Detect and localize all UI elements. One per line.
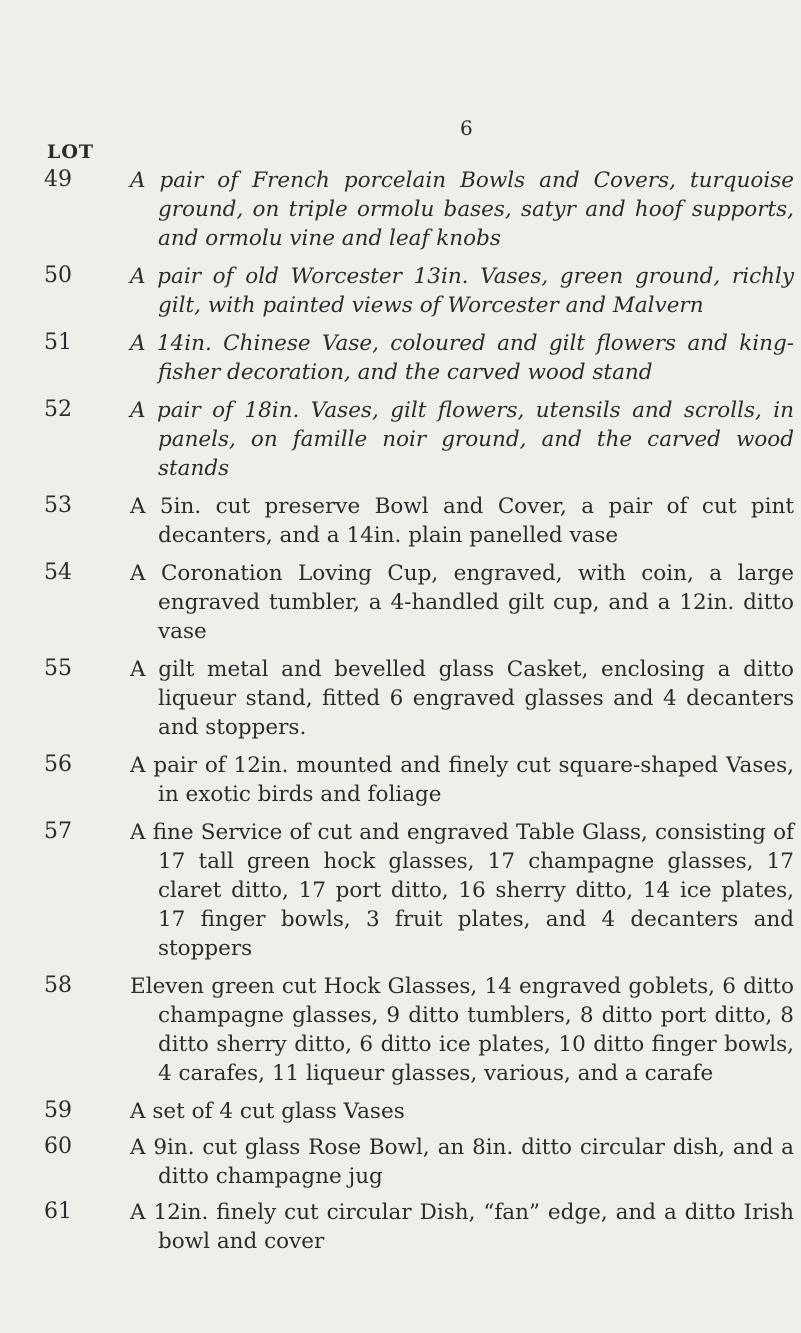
lot-number: 50 [44, 263, 72, 288]
lot-description: A pair of French porcelain Bowls and Covers, turquoise ground, on triple ormolu bases, satyr and hoof supports, and ormolu vine and leaf knobs [130, 168, 794, 251]
lot-entry [0, 1130, 801, 1191]
lot-description: A 5in. cut preserve Bowl and Cover, a pair of cut pint decanters, and a 14in. plain panelled vase [130, 494, 794, 548]
lot-entry [0, 1094, 801, 1126]
lot-entry [0, 393, 801, 483]
lot-entry [0, 259, 801, 320]
lot-description: A fine Service of cut and engraved Table Glass, consisting of 17 tall green hock glasses, 17 champagne glasses, 17 claret ditto, 17 port ditto, 16 sherry ditto, 14 ice plates, 17 finger bowls, 3 fruit plates, and 4 decanters and stoppers [130, 820, 794, 961]
lot-number: 56 [44, 752, 72, 777]
page-number: 6 [460, 116, 473, 140]
lot-description: A 14in. Chinese Vase, coloured and gilt flowers and king-fisher decoration, and the carved wood stand [130, 331, 794, 385]
lot-description: A pair of 18in. Vases, gilt flowers, utensils and scrolls, in panels, on famille noir ground, and the carved wood stands [130, 398, 794, 481]
lot-column-header: LOT [47, 141, 95, 163]
lot-description: A 9in. cut glass Rose Bowl, an 8in. ditto circular dish, and a ditto champagne jug [130, 1135, 794, 1189]
lot-description: A set of 4 cut glass Vases [130, 1099, 405, 1124]
lot-entry [0, 489, 801, 550]
lot-number: 49 [44, 167, 72, 192]
lot-number: 60 [44, 1134, 72, 1159]
lot-number: 61 [44, 1199, 72, 1224]
lot-description: A pair of 12in. mounted and finely cut square-shaped Vases, in exotic birds and foliage [130, 753, 794, 807]
lot-entry [0, 326, 801, 387]
lot-number: 53 [44, 493, 72, 518]
lot-description: Eleven green cut Hock Glasses, 14 engraved goblets, 6 ditto champagne glasses, 9 ditto tumblers, 8 ditto port ditto, 8 ditto sherry ditto, 6 ditto ice plates, 10 ditto finger bowls, 4 carafes, 11 liqueur glasses, various, and a carafe [130, 974, 794, 1086]
lot-number: 54 [44, 560, 72, 585]
lot-description: A gilt metal and bevelled glass Casket, enclosing a ditto liqueur stand, fitted 6 engraved glasses and 4 decanters and stoppers. [130, 657, 794, 740]
lot-number: 52 [44, 397, 72, 422]
lot-entry [0, 969, 801, 1088]
lot-number: 55 [44, 656, 72, 681]
lot-entry [0, 652, 801, 742]
lot-list [0, 163, 801, 1256]
lot-number: 57 [44, 819, 72, 844]
lot-number: 51 [44, 330, 72, 355]
lot-number: 59 [44, 1098, 72, 1123]
lot-entry [0, 1195, 801, 1256]
lot-entry [0, 815, 801, 963]
lot-entry [0, 748, 801, 809]
lot-entry [0, 163, 801, 253]
lot-description: A Coronation Loving Cup, engraved, with coin, a large engraved tumbler, a 4-handled gilt cup, and a 12in. ditto vase [130, 561, 794, 644]
lot-description: A pair of old Worcester 13in. Vases, green ground, richly gilt, with painted views of Worcester and Malvern [130, 264, 794, 318]
lot-entry [0, 556, 801, 646]
lot-number: 58 [44, 973, 72, 998]
lot-description: A 12in. finely cut circular Dish, “fan” edge, and a ditto Irish bowl and cover [130, 1200, 794, 1254]
